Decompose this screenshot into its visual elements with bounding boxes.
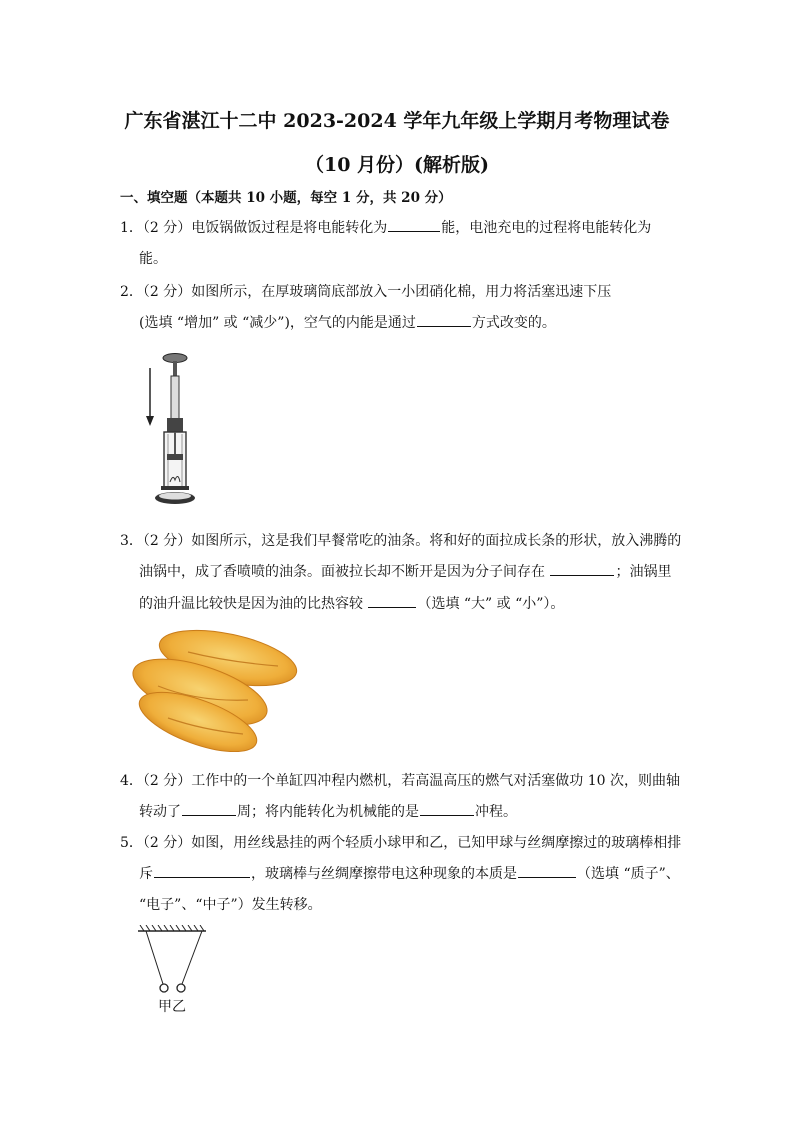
question-5-text-b: 斥 [139, 866, 153, 882]
question-4-line2 [139, 801, 517, 821]
piston-cylinder-figure [140, 350, 210, 510]
question-1-text-c: 能。 [139, 251, 167, 267]
question-1-line1 [120, 217, 651, 237]
question-4-text-d: 冲程。 [475, 804, 517, 820]
question-3-text-c: ；油锅里 [615, 564, 672, 580]
ball-yi [177, 984, 185, 992]
balls-label: 甲乙 [158, 999, 186, 1015]
question-5-text-c: ，玻璃棒与丝绸摩擦带电这种现象的本质是 [251, 866, 517, 882]
ball-jia [160, 984, 168, 992]
question-2-line1 [120, 281, 611, 301]
question-4-text-c: 周；将内能转化为机械能的是 [237, 804, 419, 820]
question-1-text-a: 1．（2 分）电饭锅做饭过程是将电能转化为 [120, 220, 388, 236]
answer-blank[interactable] [417, 312, 471, 327]
question-3-line1 [120, 530, 681, 550]
section-heading: 一、填空题（本题共 10 小题，每空 1 分，共 20 分） [120, 190, 452, 206]
question-5-line3 [139, 894, 322, 914]
question-3-text-a: 3．（2 分）如图所示，这是我们早餐常吃的油条。将和好的面拉成长条的形状，放入沸腾的 [120, 533, 682, 549]
answer-blank[interactable] [388, 217, 440, 232]
question-5-line1 [120, 832, 681, 852]
question-4-text-a: 4．（2 分）工作中的一个单缸四冲程内燃机，若高温高压的燃气对活塞做功 10 次，则曲轴 [120, 773, 680, 789]
answer-blank[interactable] [550, 561, 614, 576]
question-1-text-b: 能，电池充电的过程将电能转化为 [441, 220, 652, 236]
question-2-text-a: 2．（2 分）如图所示，在厚玻璃筒底部放入一小团硝化棉，用力将活塞迅速下压 [120, 284, 612, 300]
page-title-line2: （10 月份）(解析版) [304, 154, 490, 176]
question-3-text-b: 油锅中，成了香喷喷的油条。面被拉长却不断开是因为分子间存在 [139, 564, 545, 580]
answer-blank[interactable] [182, 801, 236, 816]
question-2-line2 [139, 312, 556, 332]
question-3-text-d: 的油升温比较快是因为油的比热容较 [139, 596, 363, 612]
answer-blank[interactable] [154, 863, 250, 878]
page-title-line1: 广东省湛江十二中 2023-2024 学年九年级上学期月考物理试卷 [124, 110, 670, 132]
answer-blank[interactable] [518, 863, 576, 878]
question-1-line2 [139, 248, 167, 268]
question-2-text-c: 方式改变的。 [471, 315, 556, 331]
question-4-text-b: 转动了 [139, 804, 181, 820]
question-5-text-a: 5．（2 分）如图，用丝线悬挂的两个轻质小球甲和乙，已知甲球与丝绸摩擦过的玻璃棒相排 [120, 835, 682, 851]
suspended-balls-figure [136, 925, 210, 995]
answer-blank[interactable] [420, 801, 474, 816]
question-3-line2 [139, 561, 671, 581]
question-5-text-e: “电子”、“中子”）发生转移。 [139, 897, 322, 913]
question-5-line2 [139, 863, 680, 883]
question-4-line1 [120, 770, 680, 790]
fried-dough-photo [128, 622, 300, 752]
question-3-line3 [139, 593, 564, 613]
question-3-text-e: （选填 “大” 或 “小”）。 [417, 596, 565, 612]
question-2-text-b: (选填 “增加” 或 “减少”)，空气的内能是通过 [139, 315, 416, 331]
question-5-text-d: （选填 “质子”、 [577, 866, 680, 882]
answer-blank[interactable] [368, 593, 416, 608]
